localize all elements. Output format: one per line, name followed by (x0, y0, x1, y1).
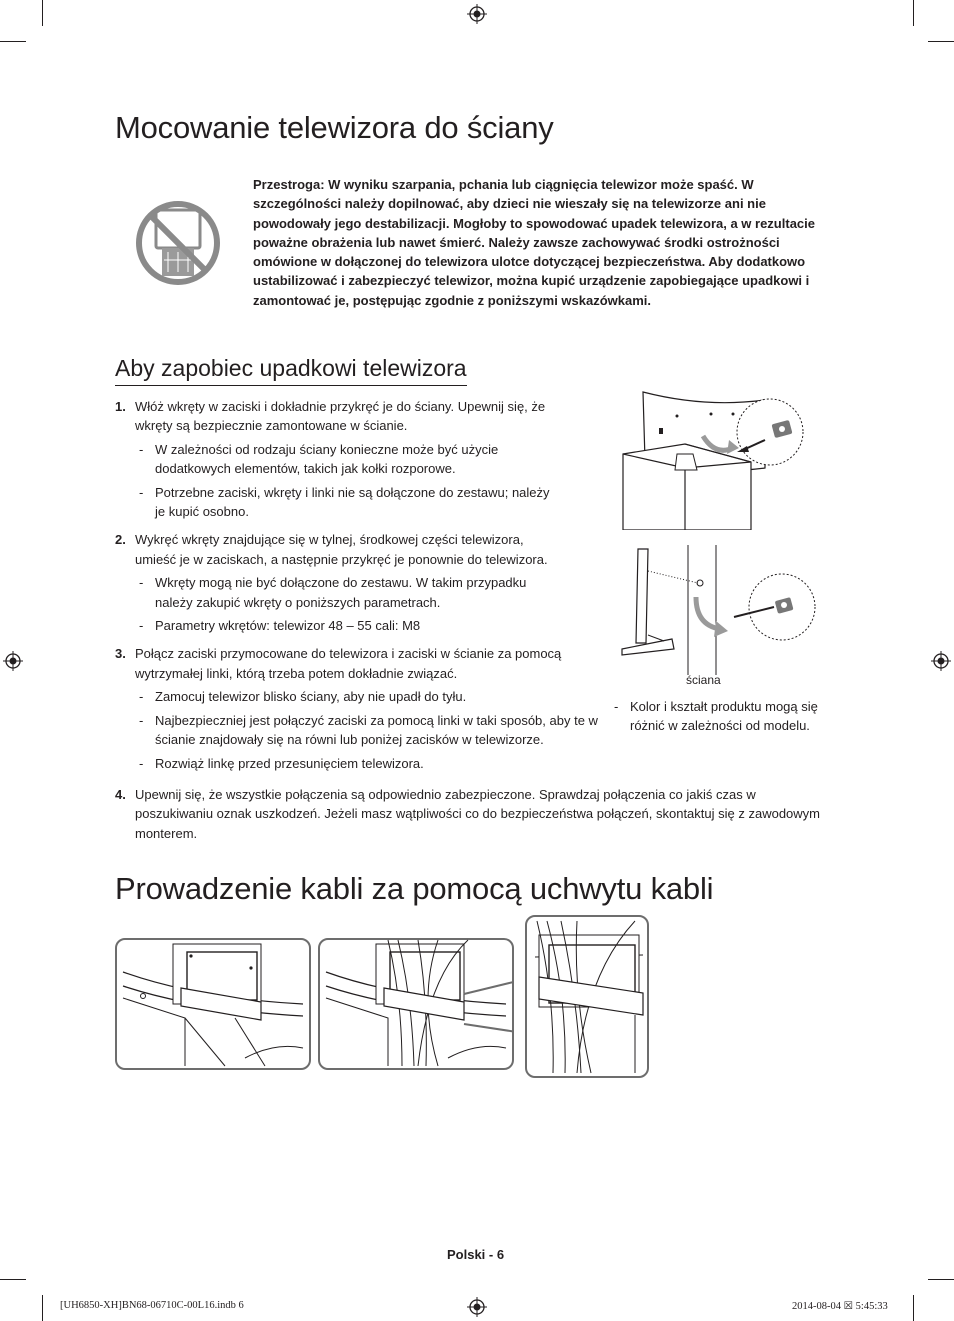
step-text: Upewnij się, że wszystkie połączenia są odpowiednio zabezpieczone. Sprawdzaj połączenia co jakiś czas w poszukiwaniu oznak uszkodzeń. Jeżeli masz wątpliwości co do bezpieczeństwa połączeń, skontaktuj się z zawodowym monterem. (135, 787, 821, 841)
step-sub-item (135, 483, 555, 522)
page-number: Polski - 6 (447, 1247, 505, 1262)
cable-holder-step-1-illustration (115, 938, 311, 1070)
crop-mark (0, 41, 26, 42)
step-sub-text: W zależności od rodzaju ściany konieczne może być użycie dodatkowych elementów, takich jak kołki rozporowe. (155, 441, 499, 477)
step-sub-text: Zamocuj telewizor blisko ściany, aby nie upadł do tyłu. (155, 689, 467, 705)
crop-mark (42, 0, 43, 26)
side-note (614, 697, 850, 736)
crop-mark (0, 1279, 26, 1280)
warning-text: Przestroga: W wyniku szarpania, pchania lub ciągnięcia telewizor może spaść. W szczególności należy dopilnować, aby dzieci nie wieszały się na telewizorze ani nie powodowały jego destabilizacji. Mogłoby to spowodować upadek telewizora, a w rezultacie poważne obrażenia lub nawet śmierć. Należy zawsze zachowywać środki ostrożności omówione w dołączonej do telewizora ulotce dotyczącej bezpieczeństwa. Aby dodatkowo ustabilizować i zabezpieczyć telewizor, można kupić urządzenie zapobiegające upadkowi i zamontować je, postępując zgodnie z poniższymi wskazówkami. (253, 177, 815, 308)
step-sub-text: Najbezpieczniej jest połączyć zaciski za pomocą linki w taki sposób, aby te w ścianie znajdowały się na równi lub poniżej zacisków w telewizorze. (155, 712, 598, 748)
step-text: Połącz zaciski przymocowane do telewizora i zaciski w ścianie za pomocą wytrzymałej linki, którą trzeba potem dokładnie związać. (135, 646, 562, 681)
registration-mark-icon (467, 1297, 487, 1317)
bullet-dash: - (139, 441, 144, 457)
step-sub-text: Parametry wkrętów: telewizor 48 – 55 cali: M8 (155, 618, 421, 634)
step-number: 3. (115, 646, 126, 662)
step-item (115, 644, 605, 772)
cable-holder-detail-illustration (525, 915, 649, 1078)
steps-list (115, 397, 598, 782)
side-note-text: Kolor i kształt produktu mogą się różnić w zależności od modelu. (630, 699, 818, 734)
crop-mark (928, 1279, 954, 1280)
print-slug-date: 2014-08-04 ☒ 5:45:33 (792, 1301, 888, 1312)
print-slug-file: [UH6850-XH]BN68-06710C-00L16.indb 6 (60, 1300, 244, 1311)
crop-mark (913, 1295, 914, 1321)
no-hanging-warning-icon (135, 200, 221, 286)
steps-list-continued (115, 785, 835, 852)
bullet-dash: - (614, 699, 619, 714)
registration-mark-icon (467, 4, 487, 24)
step-sub-text: Potrzebne zaciski, wkręty i linki nie są dołączone do zestawu; należy je kupić osobno. (155, 484, 550, 520)
step-text: Włóż wkręty w zaciski i dokładnie przykręć je do ściany. Upewnij się, że wkręty są bezpiecznie zamontowane w ścianie. (135, 399, 546, 434)
step-text: Wykręć wkręty znajdujące się w tylnej, środkowej części telewizora, umieść je w zaciskach, a następnie przykręć je ponownie do telewizora. (135, 532, 548, 567)
wall-label: ściana (686, 673, 721, 687)
registration-mark-icon (931, 651, 951, 671)
step-sub-item (135, 573, 555, 612)
bullet-dash: - (139, 755, 144, 771)
step-sub-item (135, 440, 555, 479)
section-subtitle: Aby zapobiec upadkowi telewizora (115, 355, 467, 386)
step-sub-text: Wkręty mogą nie być dołączone do zestawu. W takim przypadku należy zakupić wkręty o poniższych parametrach. (155, 575, 527, 610)
bullet-dash: - (139, 689, 144, 705)
page-title: Mocowanie telewizora do ściany (115, 110, 554, 145)
tv-back-bracket-illustration (615, 388, 847, 530)
step-sub-item (135, 754, 605, 773)
crop-mark (42, 1295, 43, 1321)
bullet-dash: - (139, 618, 144, 634)
step-number: 1. (115, 399, 126, 414)
step-sub-text: Rozwiąż linkę przed przesunięciem telewizora. (155, 755, 424, 771)
step-item (115, 530, 555, 635)
section-title-cables: Prowadzenie kabli za pomocą uchwytu kabli (115, 871, 714, 906)
bullet-dash: - (139, 712, 144, 728)
bullet-dash: - (139, 575, 144, 591)
crop-mark (913, 0, 914, 26)
registration-mark-icon (3, 651, 23, 671)
step-item (115, 785, 835, 843)
cable-holder-step-2-illustration (318, 938, 514, 1070)
crop-mark (928, 41, 954, 42)
step-sub-item (135, 687, 605, 706)
step-sub-item (135, 711, 605, 750)
tv-wall-cable-illustration (612, 545, 844, 675)
step-number: 2. (115, 532, 126, 548)
step-item (115, 397, 555, 521)
bullet-dash: - (139, 484, 144, 500)
step-sub-item (135, 616, 555, 635)
step-number: 4. (115, 787, 126, 802)
